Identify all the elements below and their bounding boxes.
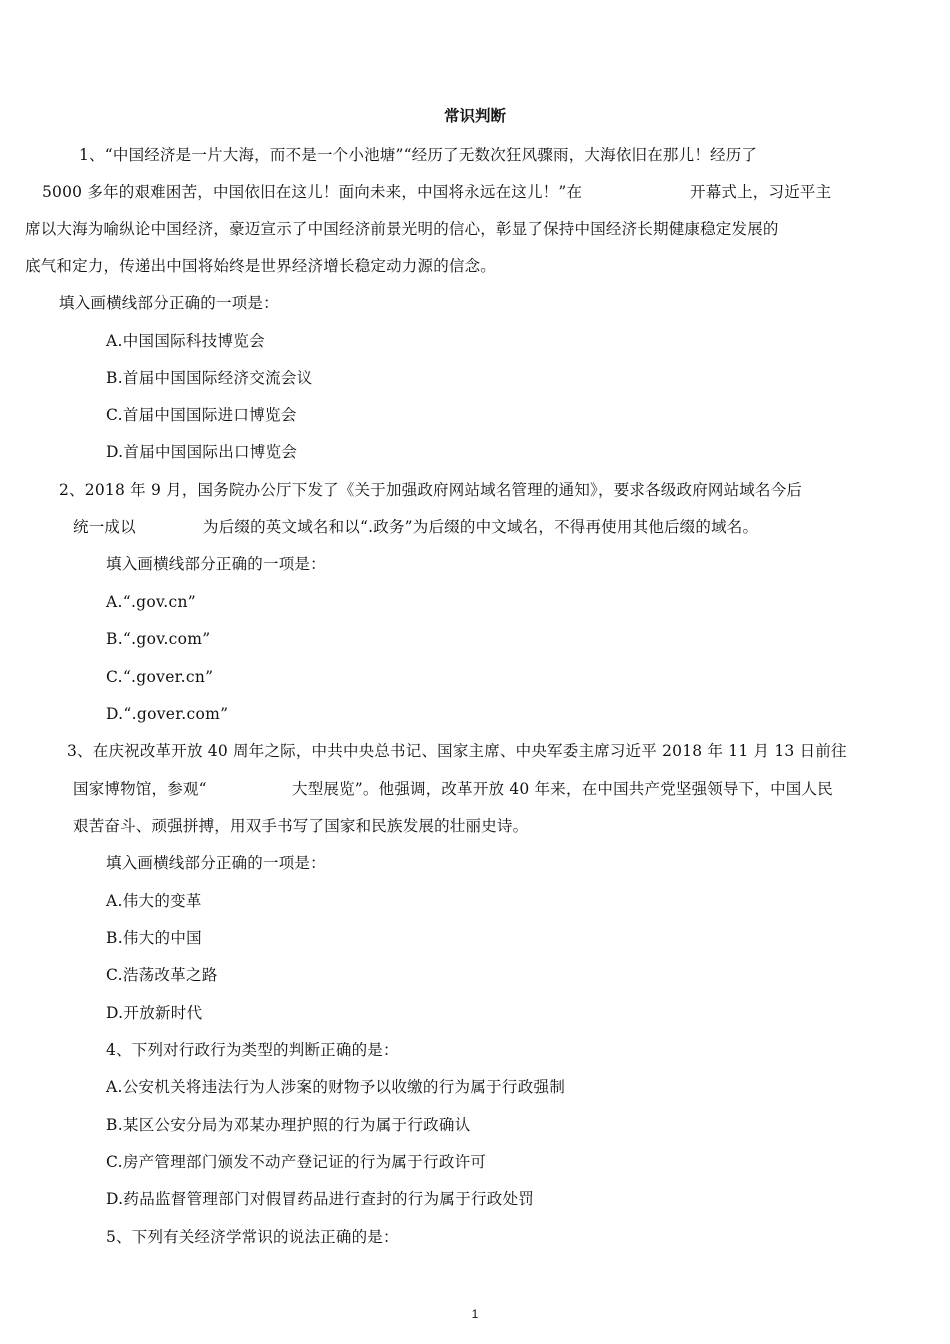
q3-option-d: D.开放新时代 [106,1004,203,1022]
q1-option-c: C.首届中国国际进口博览会 [106,406,297,424]
q2-stem-line-2b: 为后缀的英文域名和以“.政务”为后缀的中文域名，不得再使用其他后缀的域名。 [203,518,759,536]
q1-stem-line-2a: 5000 多年的艰难困苦，中国依旧在这儿！面向未来，中国将永远在这儿！”在 [42,183,583,201]
section-title: 常识判断 [443,106,506,125]
q1-option-a: A.中国国际科技博览会 [106,332,265,350]
q1-stem-line-1: 1、“中国经济是一片大海，而不是一个小池塘”“经历了无数次狂风骤雨，大海依旧在那儿！经历了 [79,146,758,164]
q3-option-c: C.浩荡改革之路 [106,966,218,984]
q5-stem: 5、下列有关经济学常识的说法正确的是： [106,1228,399,1246]
q3-stem-line-3: 艰苦奋斗、顽强拼搏，用双手书写了国家和民族发展的壮丽史诗。 [73,817,529,835]
q1-stem-line-2b: 开幕式上，习近平主 [690,183,832,201]
q2-option-d: D.“.gover.com” [106,705,229,723]
q4-option-b: B.某区公安分局为邓某办理护照的行为属于行政确认 [106,1116,471,1134]
q2-option-c: C.“.gover.cn” [106,668,214,686]
q4-option-c: C.房产管理部门颁发不动产登记证的行为属于行政许可 [106,1153,487,1171]
q3-option-b: B.伟大的中国 [106,929,202,947]
q2-option-b: B.“.gov.com” [106,630,211,648]
q1-prompt: 填入画横线部分正确的一项是： [59,294,279,312]
q4-option-a: A.公安机关将违法行为人涉案的财物予以收缴的行为属于行政强制 [106,1078,566,1096]
q3-stem-line-2b: 大型展览”。他强调，改革开放 40 年来，在中国共产党坚强领导下，中国人民 [292,780,833,798]
q4-stem: 4、下列对行政行为类型的判断正确的是： [106,1041,399,1059]
q3-option-a: A.伟大的变革 [106,892,202,910]
q2-stem-line-1: 2、2018 年 9 月，国务院办公厅下发了《关于加强政府网站域名管理的通知》，要求各级政府网站域名今后 [59,481,803,499]
q4-option-d: D.药品监督管理部门对假冒药品进行查封的行为属于行政处罚 [106,1190,535,1208]
q2-stem-line-2a: 统一成以 [73,518,136,536]
q2-prompt: 填入画横线部分正确的一项是： [106,555,326,573]
page-number: 1 [471,1307,479,1321]
q1-stem-line-4: 底气和定力，传递出中国将始终是世界经济增长稳定动力源的信念。 [25,257,497,275]
q3-stem-line-1: 3、在庆祝改革开放 40 周年之际，中共中央总书记、国家主席、中央军委主席习近平 2018 年 11 月 13 日前往 [67,742,847,760]
q1-stem-line-3: 席以大海为喻纵论中国经济，豪迈宣示了中国经济前景光明的信心，彰显了保持中国经济长期健康稳定发展的 [25,220,779,238]
q1-option-d: D.首届中国国际出口博览会 [106,443,298,461]
q3-stem-line-2a: 国家博物馆，参观“ [73,780,207,798]
q1-option-b: B.首届中国国际经济交流会议 [106,369,313,387]
q3-prompt: 填入画横线部分正确的一项是： [106,854,326,872]
q2-option-a: A.“.gov.cn” [106,593,196,611]
